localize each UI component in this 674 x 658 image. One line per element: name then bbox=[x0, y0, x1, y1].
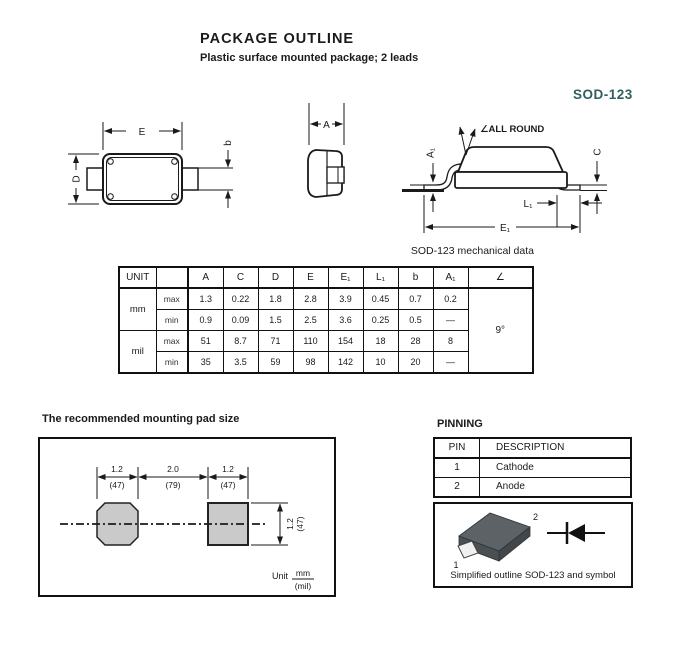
value-cell: 98 bbox=[293, 352, 328, 374]
lead-right bbox=[182, 168, 198, 190]
angle-value-cell: 9° bbox=[468, 288, 533, 373]
mounting-pad-heading: The recommended mounting pad size bbox=[42, 413, 240, 425]
pin1-label: 1 bbox=[453, 560, 459, 570]
value-cell: 59 bbox=[258, 352, 293, 374]
col-header-d: D bbox=[258, 267, 293, 288]
value-cell: 1.5 bbox=[258, 310, 293, 331]
limit-cell: max bbox=[156, 288, 188, 310]
page-title: PACKAGE OUTLINE bbox=[200, 31, 355, 47]
top-view-drawing bbox=[30, 100, 260, 235]
value-cell: 3.5 bbox=[223, 352, 258, 374]
simplified-outline-caption: Simplified outline SOD-123 and symbol bbox=[450, 570, 616, 581]
value-cell: 3.9 bbox=[328, 288, 363, 310]
unit-note-numerator: mm bbox=[295, 568, 311, 578]
value-cell: 0.22 bbox=[223, 288, 258, 310]
dim-gap-mil: (79) bbox=[165, 480, 181, 490]
col-header-e1: E₁ bbox=[328, 267, 363, 288]
col-header-limit bbox=[156, 267, 188, 288]
value-cell: 1.8 bbox=[258, 288, 293, 310]
simplified-outline-drawing bbox=[435, 504, 631, 570]
value-cell: 2.5 bbox=[293, 310, 328, 331]
value-cell: 28 bbox=[398, 331, 433, 352]
dim-left-pad-mm: 1.2 bbox=[111, 464, 123, 474]
page-subtitle: Plastic surface mounted package; 2 leads bbox=[200, 52, 419, 64]
pin2-label: 2 bbox=[533, 512, 539, 522]
simplified-outline-box bbox=[433, 502, 633, 588]
value-cell: 142 bbox=[328, 352, 363, 374]
value-cell: 0.2 bbox=[433, 288, 468, 310]
value-cell: 71 bbox=[258, 331, 293, 352]
lead-left bbox=[87, 168, 103, 190]
col-header-b: b bbox=[398, 267, 433, 288]
dim-right-pad-mm: 1.2 bbox=[222, 464, 234, 474]
value-cell: 10 bbox=[363, 352, 398, 374]
table-row bbox=[434, 478, 631, 498]
col-header-a1: A₁ bbox=[433, 267, 468, 288]
value-cell: 0.7 bbox=[398, 288, 433, 310]
pin-description: Cathode bbox=[480, 458, 632, 478]
value-cell: 0.9 bbox=[188, 310, 223, 331]
col-header-unit: UNIT bbox=[119, 267, 156, 288]
value-cell: 110 bbox=[293, 331, 328, 352]
pin-number: 1 bbox=[434, 458, 480, 478]
col-header-l1: L₁ bbox=[363, 267, 398, 288]
value-cell: 0.09 bbox=[223, 310, 258, 331]
angle-note: ∠ALL ROUND bbox=[480, 124, 545, 135]
col-header-c: C bbox=[223, 267, 258, 288]
description-col-header: DESCRIPTION bbox=[480, 438, 632, 458]
col-header-a: A bbox=[188, 267, 223, 288]
dim-label-b: b bbox=[223, 140, 234, 146]
limit-cell: min bbox=[156, 310, 188, 331]
side-view-drawing bbox=[400, 115, 665, 243]
package-body-slab bbox=[455, 172, 567, 188]
col-header-e: E bbox=[293, 267, 328, 288]
dim-label-L1: L₁ bbox=[523, 199, 533, 210]
table-row bbox=[434, 458, 631, 478]
dim-height-mm: 1.2 bbox=[285, 518, 295, 530]
mounting-pad-box bbox=[38, 437, 336, 597]
value-cell: 2.8 bbox=[293, 288, 328, 310]
value-cell: 154 bbox=[328, 331, 363, 352]
mounting-pad-drawing bbox=[40, 439, 334, 595]
limit-cell: min bbox=[156, 352, 188, 374]
dim-label-A: A bbox=[323, 120, 330, 131]
value-cell: 35 bbox=[188, 352, 223, 374]
value-cell: — bbox=[433, 352, 468, 374]
unit-note-label: Unit bbox=[272, 571, 289, 581]
value-cell: 20 bbox=[398, 352, 433, 374]
package-body-cap bbox=[458, 147, 563, 172]
package-name: SOD-123 bbox=[573, 87, 633, 102]
pinning-heading: PINNING bbox=[437, 418, 483, 430]
dim-label-D: D bbox=[71, 175, 83, 183]
col-header-angle: ∠ bbox=[468, 267, 533, 288]
value-cell: — bbox=[433, 310, 468, 331]
end-view-drawing bbox=[280, 100, 400, 220]
dim-left-pad-mil: (47) bbox=[109, 480, 125, 490]
value-cell: 18 bbox=[363, 331, 398, 352]
value-cell: 8.7 bbox=[223, 331, 258, 352]
value-cell: 0.5 bbox=[398, 310, 433, 331]
unit-cell: mil bbox=[119, 331, 156, 374]
unit-cell: mm bbox=[119, 288, 156, 331]
pin-col-header: PIN bbox=[434, 438, 480, 458]
dim-height-mil: (47) bbox=[295, 516, 305, 532]
table-row bbox=[119, 288, 533, 310]
mech-table-caption: SOD-123 mechanical data bbox=[410, 245, 534, 257]
pin-description: Anode bbox=[480, 478, 632, 498]
limit-cell: max bbox=[156, 331, 188, 352]
package-body-top-view bbox=[103, 154, 182, 204]
value-cell: 8 bbox=[433, 331, 468, 352]
unit-note-denominator: (mil) bbox=[294, 581, 312, 591]
value-cell: 0.25 bbox=[363, 310, 398, 331]
value-cell: 0.45 bbox=[363, 288, 398, 310]
mechanical-data-table bbox=[118, 266, 534, 374]
dim-right-pad-mil: (47) bbox=[220, 480, 236, 490]
dim-label-E: E bbox=[138, 127, 146, 138]
dim-label-A1: A₁ bbox=[425, 147, 437, 159]
diode-symbol-icon bbox=[547, 522, 605, 544]
dim-label-C: C bbox=[592, 148, 604, 156]
dim-label-E1: E₁ bbox=[499, 223, 511, 234]
value-cell: 51 bbox=[188, 331, 223, 352]
pinning-table bbox=[433, 437, 632, 498]
value-cell: 1.3 bbox=[188, 288, 223, 310]
value-cell: 3.6 bbox=[328, 310, 363, 331]
pin-number: 2 bbox=[434, 478, 480, 498]
dim-gap-mm: 2.0 bbox=[167, 464, 179, 474]
